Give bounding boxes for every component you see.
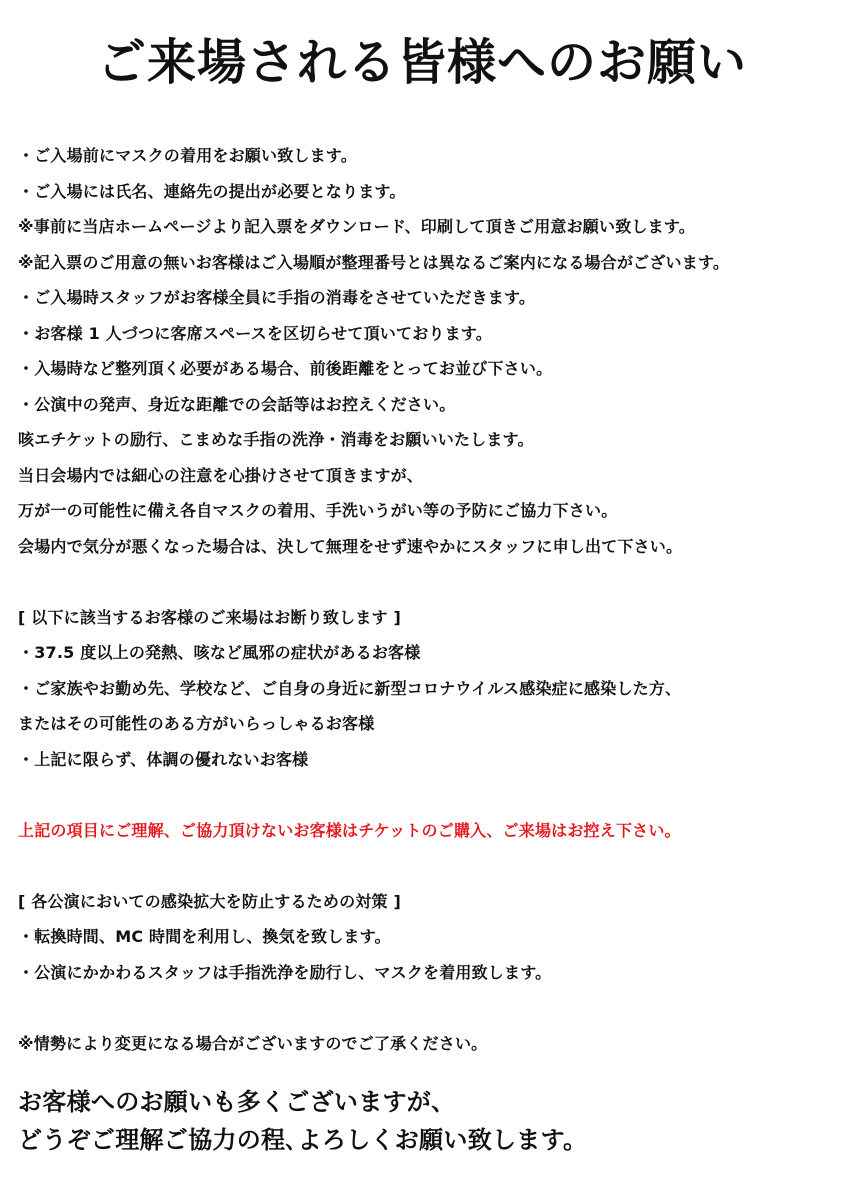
request-line: 会場内で気分が悪くなった場合は、決して無理をせず速やかにスタッフに申し出て下さい。: [18, 536, 683, 556]
refusal-item: ・37.5 度以上の発熱、咳など風邪の症状があるお客様: [18, 643, 421, 662]
measures-item: ・公演にかかわるスタッフは手指洗浄を励行し、マスクを着用致します。: [18, 962, 552, 982]
request-line: ・お客様 1 人づつに客席スペースを区切らせて頂いております。: [18, 323, 492, 343]
closing-line: お客様へのお願いも多くございますが、: [18, 1088, 456, 1116]
notice-body: [18, 138, 834, 1061]
request-line: ・入場時など整列頂く必要がある場合、前後距離をとってお並び下さい。: [18, 359, 553, 378]
request-line: 万が一の可能性に備え各自マスクの着用、手洗いうがい等の予防にご協力下さい。: [18, 501, 618, 520]
request-line: ・ご入場時スタッフがお客様全員に手指の消毒をさせていただきます。: [18, 288, 536, 307]
change-notice: ※情勢により変更になる場合がございますのでご了承ください。: [18, 1033, 488, 1053]
closing-message: [18, 1083, 834, 1159]
spacer: [18, 564, 834, 600]
page-title: ご来場される皆様へのお願い: [96, 34, 747, 91]
refusal-item: ・ご家族やお勤め先、学校など、ご自身の身近に新型コロナウイルス感染症に感染した方、: [18, 678, 682, 698]
refusal-heading: [ 以下に該当するお客様のご来場はお断り致します ]: [18, 607, 401, 627]
refusal-item: ・上記に限らず、体調の優れないお客様: [18, 749, 309, 769]
spacer: [18, 777, 834, 813]
closing-line: どうぞご理解ご協力の程､よろしくお願い致します。: [18, 1126, 588, 1154]
request-line: ・公演中の発声、身近な距離での会話等はお控えください。: [18, 394, 456, 414]
request-line: ・ご入場には氏名、連絡先の提出が必要となります。: [18, 181, 406, 201]
measures-item: ・転換時間、MC 時間を利用し、換気を致します。: [18, 927, 391, 946]
request-line: 咳エチケットの励行、こまめな手指の洗浄・消毒をお願いいたします。: [18, 430, 534, 449]
measures-heading: [ 各公演においての感染拡大を防止するための対策 ]: [18, 891, 401, 911]
request-line: ※事前に当店ホームページより記入票をダウンロード、印刷して頂きご用意お願い致します。: [18, 217, 695, 236]
request-line: 当日会場内では細心の注意を心掛けさせて頂きますが、: [18, 465, 424, 485]
spacer: [18, 848, 834, 884]
warning-text: 上記の項目にご理解、ご協力頂けないお客様はチケットのご購入、ご来場はお控え下さい。: [18, 820, 681, 840]
refusal-item: またはその可能性のある方がいらっしゃるお客様: [18, 714, 375, 733]
spacer: [18, 990, 834, 1026]
request-line: ・ご入場前にマスクの着用をお願い致します。: [18, 146, 357, 165]
request-line: ※記入票のご用意の無いお客様はご入場順が整理番号とは異なるご案内になる場合がございます。: [18, 252, 730, 272]
